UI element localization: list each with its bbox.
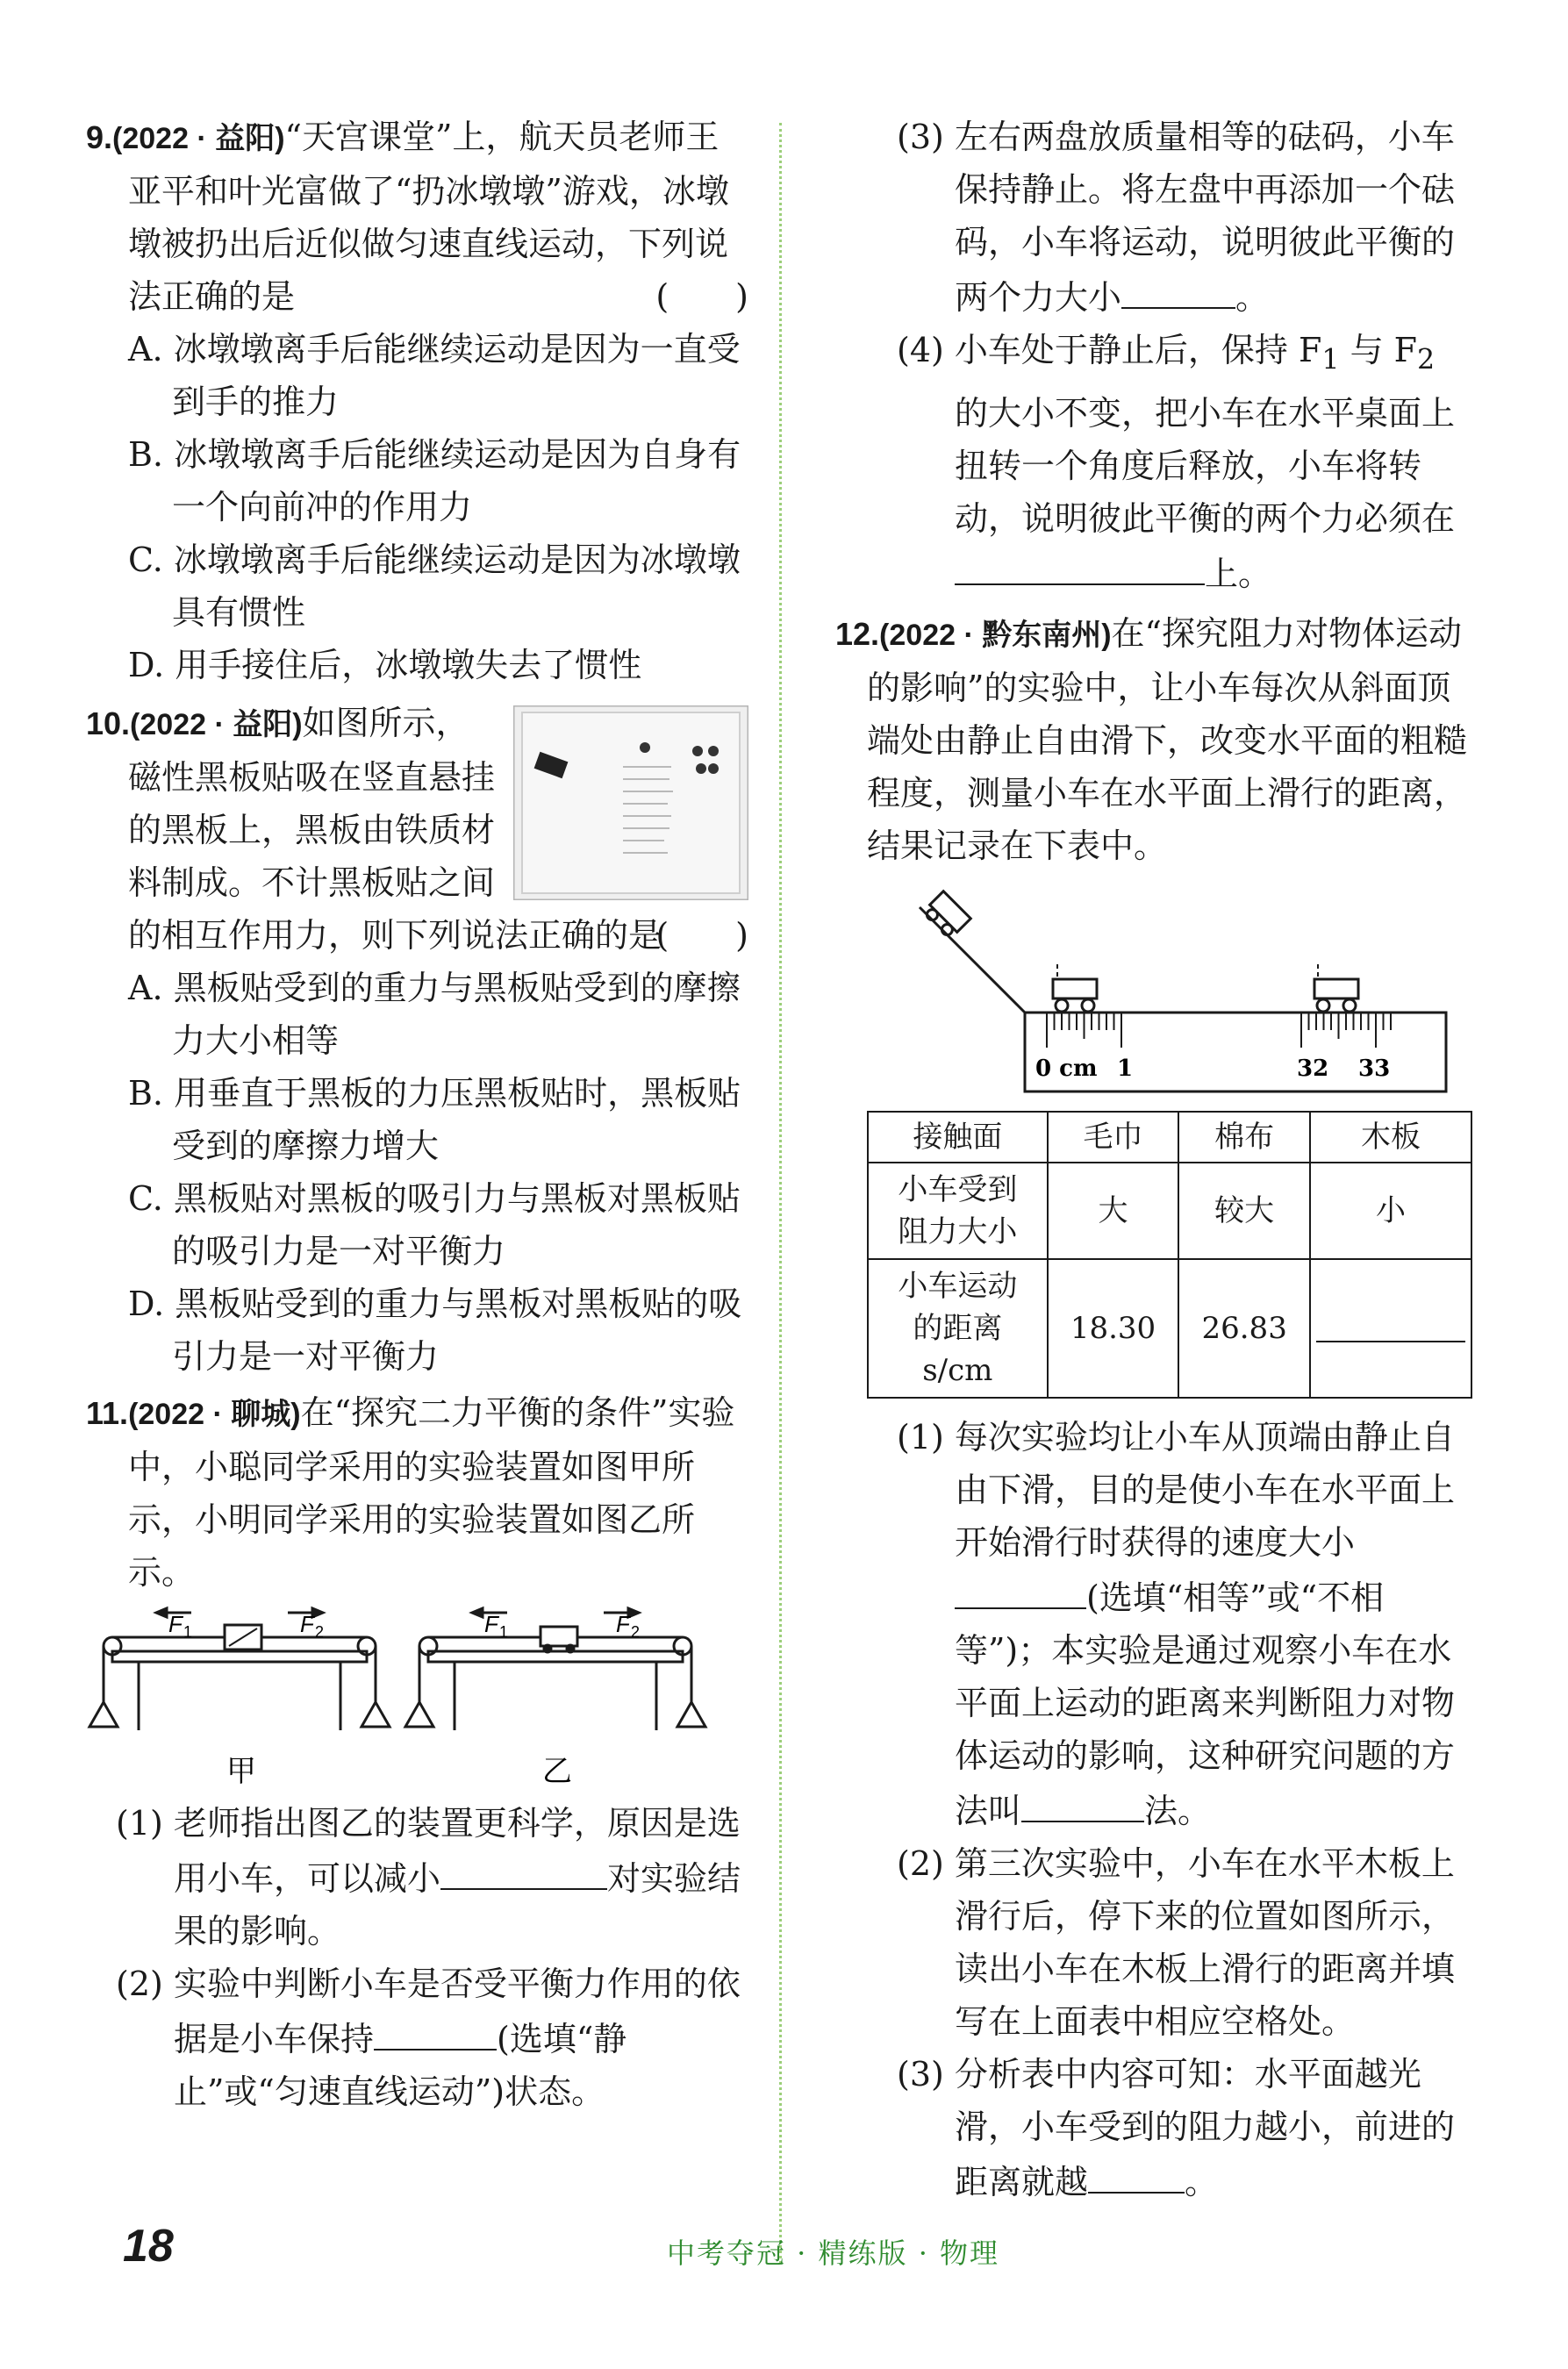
sub-question-1: (1) 每次实验均让小车从顶端由静止自由下滑，目的是使小车在水平面上开始滑行时获得的速度大小(选填“相等”或“不相等”)；本实验是通过观察小车在水平面上运动的距离来判断阻力对物体运动的影响，这种研究问题的方法叫 法。 [897,1417,1456,1830]
question-source: (2022 · 益阳) [112,122,285,155]
option-c[interactable]: C. 黑板贴对黑板的吸引力与黑板对黑板贴的吸引力是一对平衡力 [128,1179,741,1270]
question-9 [86,111,748,691]
blackboard-photo [513,705,748,900]
answer-blank[interactable] [374,2010,497,2051]
question-number: 10. [86,705,131,741]
answer-blank-cont[interactable] [1104,545,1205,585]
ruler-label-33: 33 [1358,1055,1391,1082]
option-a[interactable]: A. 黑板贴受到的重力与黑板贴受到的摩擦力大小相等 [128,969,741,1060]
question-11 [86,1386,748,2118]
question-12 [835,607,1472,2208]
ruler-label-0: 0 cm [1035,1055,1098,1082]
left-column [86,111,748,2118]
f1-label: F [484,1611,498,1637]
force-balance-figure [86,1606,735,1790]
book-title: 中考夺冠 · 精练版 · 物理 [667,2237,1000,2270]
question-number: 9. [86,119,113,155]
option-b[interactable]: B. 用垂直于黑板的力压黑板贴时，黑板贴受到的摩擦力增大 [128,1074,741,1165]
answer-blank[interactable] [955,545,1104,585]
car-start-icon [1053,964,1097,1012]
f1-subscript: 1 [183,1623,193,1641]
answer-blank[interactable] [1121,268,1235,309]
f1-subscript: 1 [499,1623,509,1641]
f1-label: F [168,1611,183,1637]
option-a[interactable]: A. 冰墩墩离手后能继续运动是因为一直受到手的推力 [128,330,741,421]
page-number: 18 [123,2221,174,2272]
sub-question-2: (2) 实验中判断小车是否受平衡力作用的依据是小车保持 (选填“静止”或“匀速直线运动”)状态。 [116,1965,741,2111]
answer-blank[interactable] [1088,2153,1185,2194]
table-cell: 小车运动的距离 s/cm [868,1259,1048,1398]
sub-question-3: (3) 分析表中内容可知：水平面越光滑，小车受到的阻力越小，前进的距离就越 。 [897,2054,1456,2201]
table-cell: 小 [1310,1163,1471,1259]
question-stem: “天宫课堂”上，航天员老师王亚平和叶光富做了“扔冰墩墩”游戏，冰墩墩被扔出后近似做匀速直线运动，下列说法正确的是 [128,118,729,316]
f2-subscript: 2 [631,1623,641,1641]
column-divider [779,123,782,2264]
f2-label: F [616,1611,630,1637]
figure-label-yi: 乙 [542,1754,572,1789]
option-c[interactable]: C. 冰墩墩离手后能继续运动是因为冰墩墩具有惯性 [128,540,741,632]
table-cell: 小车受到阻力大小 [868,1163,1048,1259]
question-stem: 在“探究阻力对物体运动的影响”的实验中，让小车每次从斜面顶端处由静止自由滑下，改变水平面的粗糙程度，测量小车在水平面上滑行的距离，结果记录在下表中。 [867,613,1468,865]
question-number: 12. [835,615,880,652]
sub-question-2: (2) 第三次实验中，小车在水平木板上滑行后，停下来的位置如图所示，读出小车在木板上滑行的距离并填写在上面表中相应空格处。 [897,1843,1456,2041]
question-source: (2022 · 益阳) [130,708,303,741]
table-row [868,1259,1471,1398]
sub-question-3: (3) 左右两盘放质量相等的砝码，小车保持静止。将左盘中再添加一个砝码，小车将运动，说明彼此平衡的两个力大小 。 [897,118,1456,317]
answer-paren[interactable]: ( ) [655,277,748,316]
question-stem: 如图所示，磁性黑板贴吸在竖直悬挂的黑板上，黑板由铁质材料制成。不计黑板贴之间的相互作用力，则下列说法正确的是 [128,704,662,955]
table-cell: 较大 [1178,1163,1310,1259]
f2-subscript: 2 [315,1623,325,1641]
table-cell: 大 [1048,1163,1179,1259]
table-cell: 18.30 [1048,1259,1179,1398]
question-10 [86,697,748,1383]
answer-blank[interactable] [955,1569,1086,1609]
question-source: (2022 · 聊城) [128,1398,301,1431]
figure-label-jia: 甲 [226,1754,256,1789]
option-b[interactable]: B. 冰墩墩离手后能继续运动是因为自身有一个向前冲的作用力 [128,435,741,526]
answer-blank[interactable] [1316,1302,1465,1342]
answer-paren[interactable]: ( ) [655,916,748,955]
table-cell: 木板 [1310,1112,1471,1163]
ruler-label-1: 1 [1117,1055,1134,1082]
table-cell: 26.83 [1178,1259,1310,1398]
question-source: (2022 · 黔东南州) [879,618,1112,652]
table-cell: 毛巾 [1048,1112,1179,1163]
option-d[interactable]: D. 黑板贴受到的重力与黑板对黑板贴的吸引力是一对平衡力 [128,1285,742,1376]
car-stop-icon [1314,964,1358,1012]
option-d[interactable]: D. 用手接住后，冰墩墩失去了惯性 [128,646,642,684]
right-column [835,111,1472,2208]
question-stem: 在“探究二力平衡的条件”实验中，小聪同学采用的实验装置如图甲所示，小明同学采用的实验装置如图乙所示。 [128,1393,735,1592]
question-number: 11. [86,1395,129,1431]
table-cell: 接触面 [868,1112,1048,1163]
table-row [868,1163,1471,1259]
ruler-label-32: 32 [1297,1055,1329,1082]
table-row [868,1112,1471,1163]
sub-question-1: (1) 老师指出图乙的装置更科学，原因是选用小车，可以减小 对实验结果的影响。 [116,1804,741,1950]
apparatus-jia [89,1608,390,1730]
table-cell-answer[interactable] [1310,1259,1471,1398]
results-table [867,1111,1472,1399]
table-cell: 棉布 [1178,1112,1310,1163]
incline-ruler-figure [867,881,1472,1100]
answer-blank[interactable] [1021,1782,1144,1822]
f2-label: F [300,1611,314,1637]
sub-question-4: (4) 小车处于静止后，保持 $F_1$ 与 $F_2$ 的大小不变，把小车在水平桌面上扭转一个角度后释放，小车将转动，说明彼此平衡的两个力必须在上。 [897,331,1456,593]
answer-blank[interactable] [440,1850,607,1890]
apparatus-yi [405,1608,705,1730]
